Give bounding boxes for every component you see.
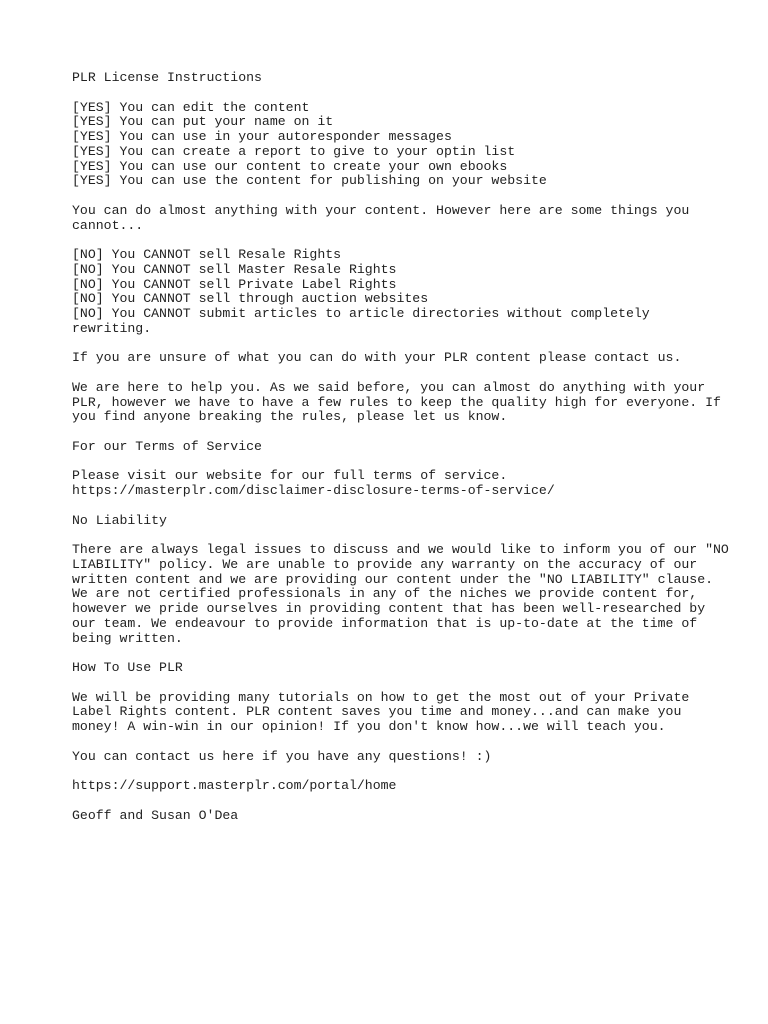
- spacer: [72, 735, 732, 750]
- paragraph-line: LIABILITY" policy. We are unable to provide any warranty on the accuracy of our: [72, 556, 698, 572]
- paragraph-line: You can do almost anything with your content. However here are some things you: [72, 202, 690, 218]
- yes-item: [YES] You can edit the content: [72, 99, 310, 115]
- liability-heading: No Liability: [72, 512, 167, 528]
- paragraph-line: written content and we are providing our content under the "NO LIABILITY" clause.: [72, 571, 714, 587]
- yes-item: [YES] You can put your name on it: [72, 114, 334, 130]
- no-list: [72, 248, 732, 337]
- yes-item: [YES] You can create a report to give to your optin list: [72, 143, 516, 159]
- paragraph-line: We are here to help you. As we said before, you can almost do anything with your: [72, 379, 706, 395]
- tos-paragraph: [72, 469, 732, 499]
- no-item: rewriting.: [72, 320, 152, 336]
- spacer: [72, 794, 732, 809]
- paragraph-line: our team. We endeavour to provide information that is up-to-date at the time of: [72, 615, 698, 631]
- spacer: [72, 455, 732, 470]
- paragraph-line: PLR, however we have to have a few rules to keep the quality high for everyone. If: [72, 394, 721, 410]
- spacer: [72, 337, 732, 352]
- paragraph-line: however we pride ourselves in providing content that has been well-researched by: [72, 601, 706, 616]
- paragraph-line: cannot...: [72, 217, 144, 233]
- paragraph-line: money! A win-win in our opinion! If you don't know how...we will teach you.: [72, 719, 666, 734]
- no-item: [NO] You CANNOT sell through auction websites: [72, 291, 429, 307]
- spacer: [72, 764, 732, 779]
- tos-url: https://masterplr.com/disclaimer-disclosure-terms-of-service/: [72, 483, 555, 498]
- spacer: [72, 646, 732, 661]
- tos-heading: For our Terms of Service: [72, 438, 262, 454]
- spacer: [72, 676, 732, 691]
- howto-heading: How To Use PLR: [72, 660, 183, 675]
- no-item: [NO] You CANNOT submit articles to article directories without completely: [72, 306, 650, 321]
- paragraph-line: Label Rights content. PLR content saves you time and money...and can make you: [72, 704, 682, 720]
- intro-paragraph: [72, 204, 732, 234]
- spacer: [72, 86, 732, 101]
- yes-list: [72, 101, 732, 190]
- yes-item: [YES] You can use our content to create your own ebooks: [72, 158, 508, 174]
- yes-item: [YES] You can use in your autoresponder messages: [72, 129, 452, 144]
- spacer: [72, 233, 732, 248]
- paragraph-line: being written.: [72, 630, 183, 646]
- liability-paragraph: [72, 543, 732, 646]
- no-item: [NO] You CANNOT sell Private Label Rights: [72, 276, 397, 292]
- paragraph-line: We will be providing many tutorials on how to get the most out of your Private: [72, 689, 690, 705]
- no-item: [NO] You CANNOT sell Resale Rights: [72, 247, 342, 262]
- spacer: [72, 189, 732, 204]
- unsure-paragraph: If you are unsure of what you can do with your PLR content please contact us.: [72, 350, 682, 366]
- support-url: https://support.masterplr.com/portal/home: [72, 778, 397, 793]
- no-item: [NO] You CANNOT sell Master Resale Rights: [72, 261, 397, 277]
- contact-paragraph: You can contact us here if you have any questions! :): [72, 748, 492, 764]
- signature: Geoff and Susan O'Dea: [72, 807, 239, 823]
- paragraph-line: Please visit our website for our full terms of service.: [72, 468, 508, 484]
- spacer: [72, 499, 732, 514]
- help-paragraph: [72, 381, 732, 425]
- spacer: [72, 425, 732, 440]
- yes-item: [YES] You can use the content for publishing on your website: [72, 173, 547, 189]
- paragraph-line: you find anyone breaking the rules, please let us know.: [72, 409, 508, 425]
- howto-paragraph: [72, 691, 732, 735]
- document-page: [72, 71, 732, 823]
- paragraph-line: There are always legal issues to discuss and we would like to inform you of our "NO: [72, 542, 729, 557]
- document-title: PLR License Instructions: [72, 70, 262, 85]
- paragraph-line: We are not certified professionals in any of the niches we provide content for,: [72, 586, 698, 602]
- spacer: [72, 366, 732, 381]
- spacer: [72, 528, 732, 543]
